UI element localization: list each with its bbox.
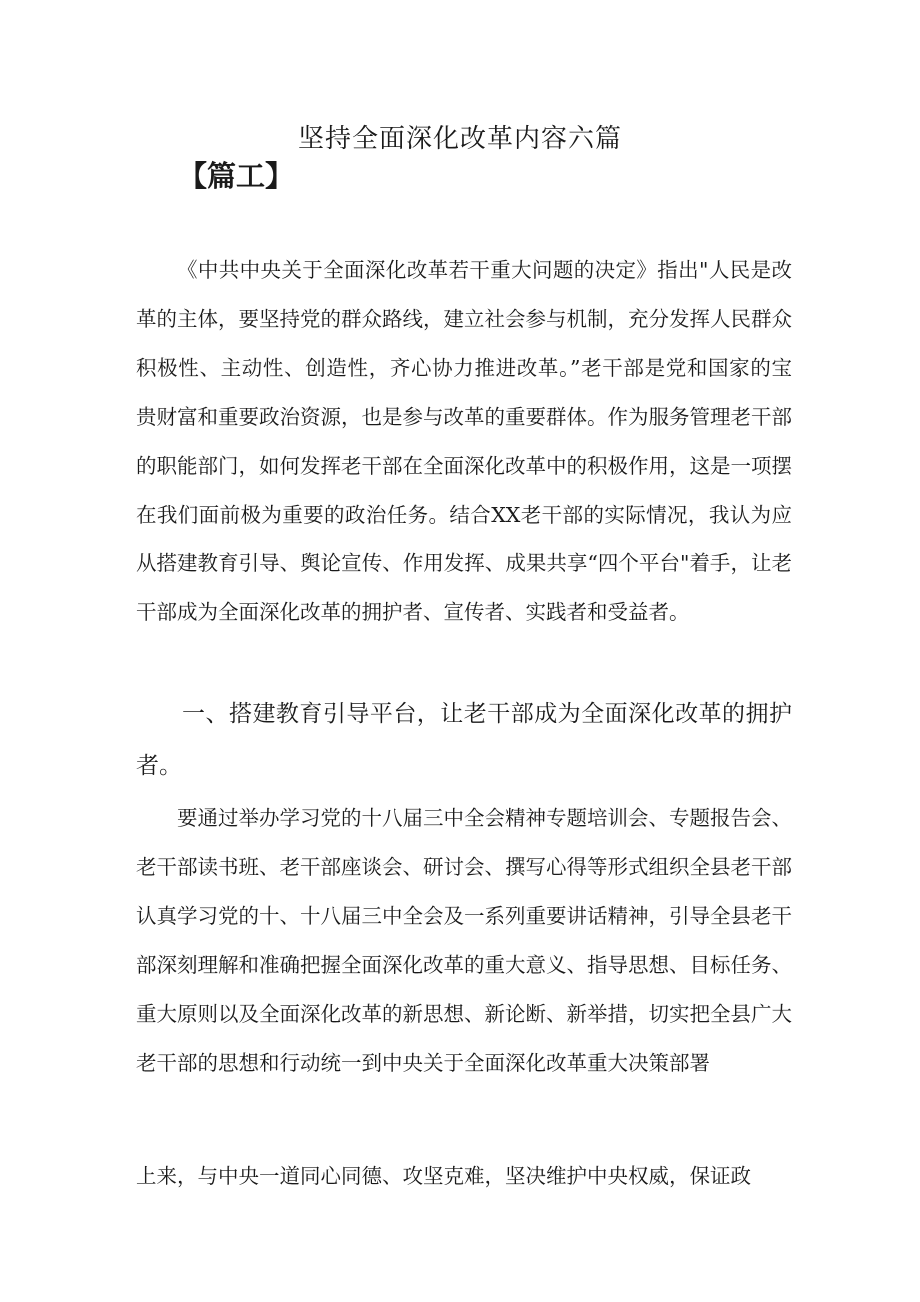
body-paragraph-3: 上来，与中央一道同心同德、攻坚克难，坚决维护中央权威，保证政	[136, 1164, 751, 1188]
body-paragraph-2: 要通过举办学习党的十八届三中全会精神专题培训会、专题报告会、老干部读书班、老干部座谈会、研讨会、撰写心得等形式组织全县老干部认真学习党的十、十八届三中全会及一系列重要讲话精神，引导全县老干部深刻理解和准确把握全面深化改革的重大意义、指导思想、目标任务、重大原则以及全面深化改革的新思想、新论断、新举措，切实把全县广大老干部的思想和行动统一到中央关于全面深化改革重大决策部署	[136, 806, 792, 1075]
section-heading-1: 一、搭建教育引导平台，让老干部成为全面深化改革的拥护者。	[136, 701, 792, 779]
document-title: 坚持全面深化改革内容六篇	[297, 124, 622, 154]
section-tag: 【篇工】	[178, 159, 295, 193]
body-paragraph-1: 《中共中央关于全面深化改革若干重大问题的决定》指出"人民是改革的主体，要坚持党的群众路线，建立社会参与机制，充分发挥人民群众积极性、主动性、创造性，齐心协力推进改革。”老干部是党和国家的宝贵财富和重要政治资源，也是参与改革的重要群体。作为服务管理老干部的职能部门，如何发挥老干部在全面深化改革中的积极作用，这是一项摆在我们面前极为重要的政治任务。结合XX老干部的实际情况，我认为应从搭建教育引导、舆论宣传、作用发挥、成果共享“四个平台"着手，让老干部成为全面深化改革的拥护者、宣传者、实践者和受益者。	[136, 258, 792, 625]
